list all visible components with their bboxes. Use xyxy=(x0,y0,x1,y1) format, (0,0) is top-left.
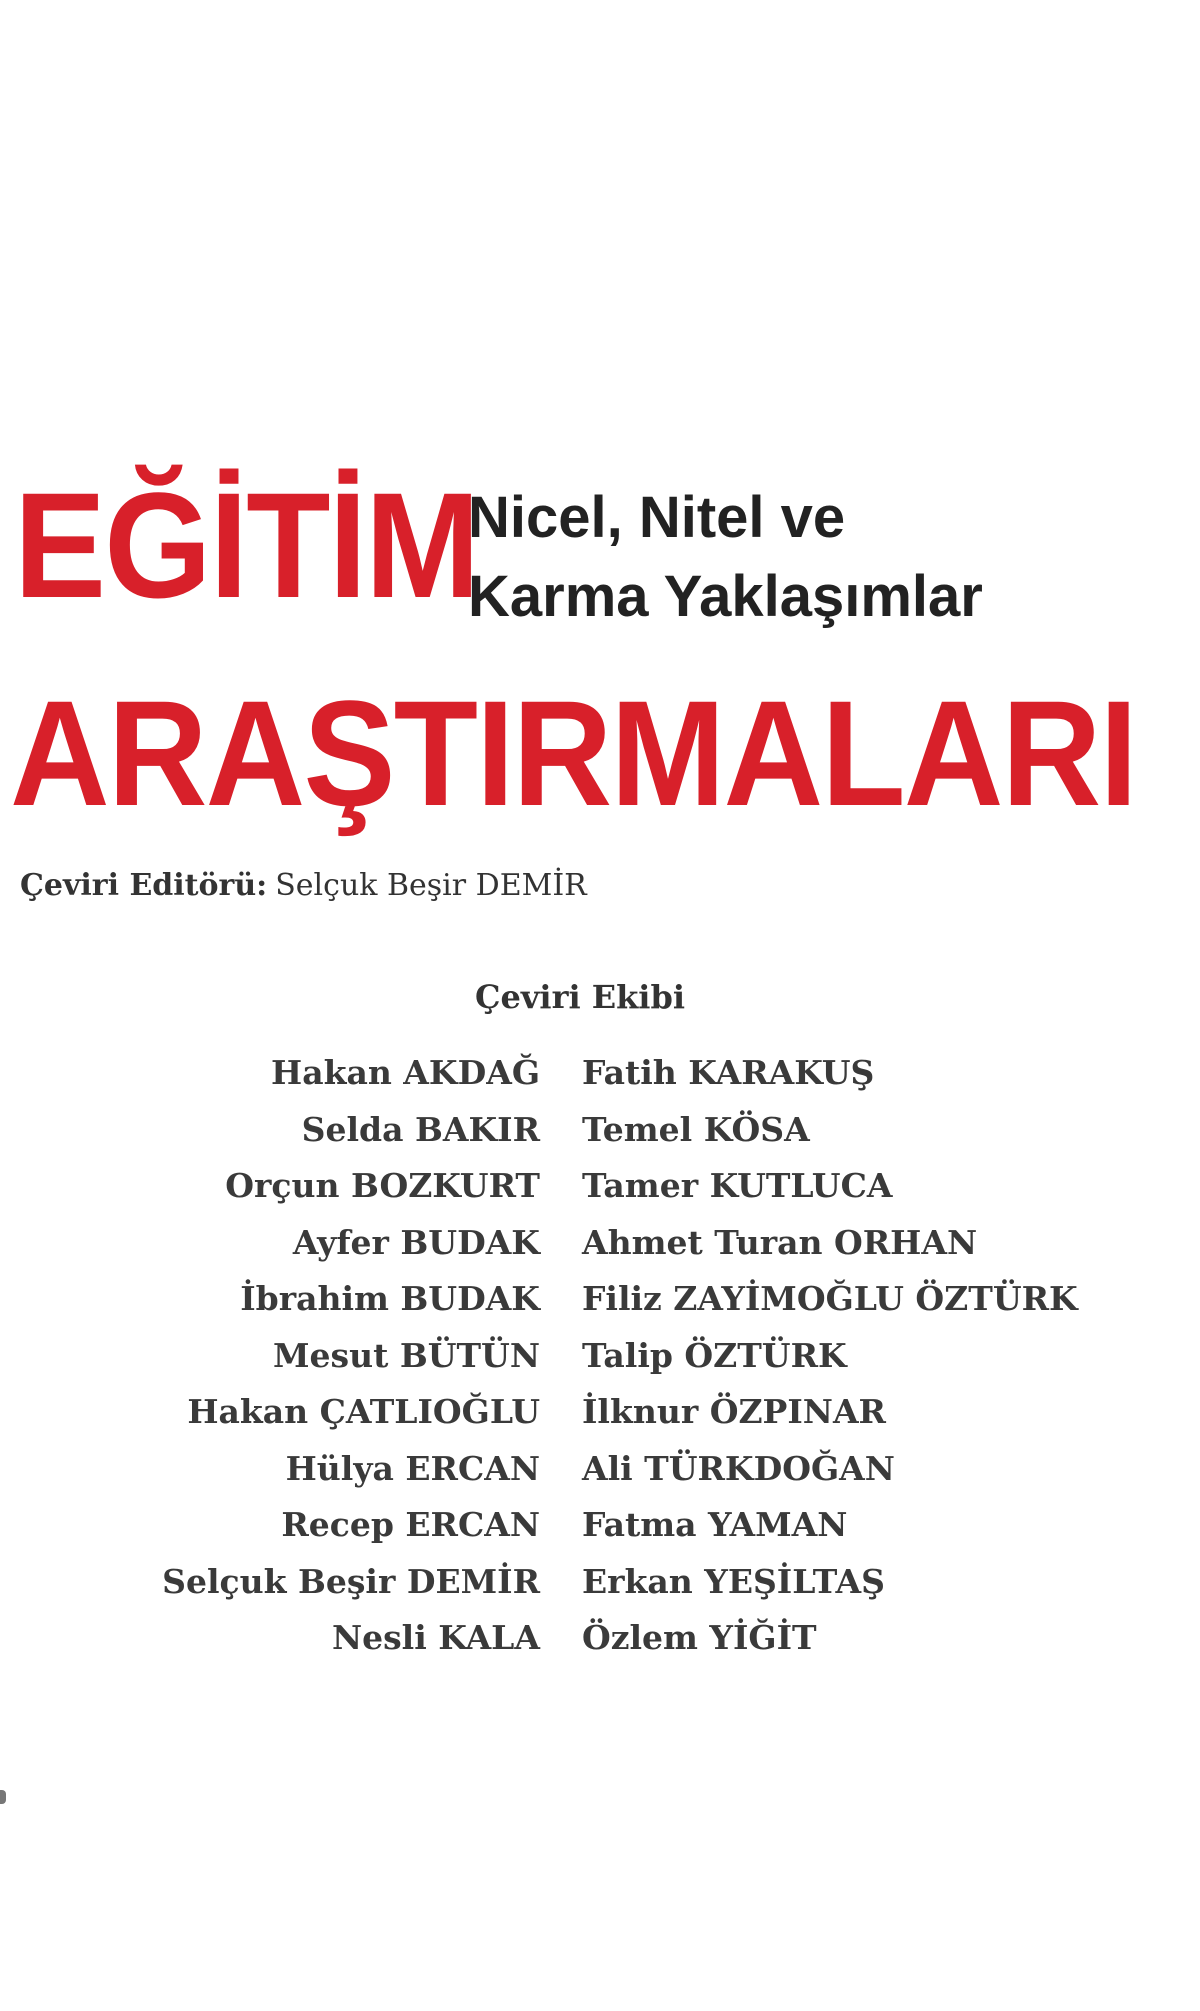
translation-editor xyxy=(20,868,587,903)
team-member-name: Selçuk Beşir DEMİR xyxy=(162,1561,540,1601)
team-member-name: Fatih KARAKUŞ xyxy=(582,1053,875,1092)
title-line-2: ARAŞTIRMALARI xyxy=(10,669,1136,837)
team-member-name: İbrahim BUDAK xyxy=(240,1279,540,1318)
subtitle-line-1: Nicel, Nitel ve xyxy=(468,485,846,550)
team-member-name: Özlem YİĞİT xyxy=(582,1618,817,1657)
team-member-name: Hülya ERCAN xyxy=(285,1448,540,1488)
team-member-name: Recep ERCAN xyxy=(281,1505,540,1544)
editor-name: Selçuk Beşir DEMİR xyxy=(275,868,587,903)
team-member-name: Selda BAKIR xyxy=(301,1109,540,1149)
team-member-name: Erkan YEŞİLTAŞ xyxy=(582,1561,885,1601)
team-member-name: Ali TÜRKDOĞAN xyxy=(582,1448,895,1488)
subtitle-line-2: Karma Yaklaşımlar xyxy=(468,564,983,629)
team-member-name: Filiz ZAYİMOĞLU ÖZTÜRK xyxy=(582,1279,1078,1318)
team-member-name: Fatma YAMAN xyxy=(582,1505,848,1544)
team-heading-text: Çeviri Ekibi xyxy=(475,978,685,1016)
edge-mark xyxy=(0,1790,6,1804)
title-line-1: EĞİTİM xyxy=(14,461,479,629)
team-member-name: Talip ÖZTÜRK xyxy=(582,1335,847,1375)
translation-team-heading xyxy=(0,978,1200,1016)
editor-label: Çeviri Editörü: xyxy=(20,868,268,903)
team-list-left xyxy=(162,1045,540,1667)
team-member-name: Tamer KUTLUCA xyxy=(582,1166,893,1205)
team-member-name: Nesli KALA xyxy=(331,1618,540,1657)
team-member-name: Hakan ÇATLIOĞLU xyxy=(187,1392,540,1431)
team-member-name: Mesut BÜTÜN xyxy=(273,1335,540,1375)
team-member-name: Temel KÖSA xyxy=(582,1109,810,1149)
team-member-name: İlknur ÖZPINAR xyxy=(582,1392,886,1431)
team-member-name: Orçun BOZKURT xyxy=(225,1166,540,1205)
team-member-name: Ayfer BUDAK xyxy=(292,1222,540,1262)
team-member-name: Ahmet Turan ORHAN xyxy=(582,1222,978,1262)
team-list-right xyxy=(582,1045,1078,1667)
team-member-name: Hakan AKDAĞ xyxy=(271,1053,540,1092)
